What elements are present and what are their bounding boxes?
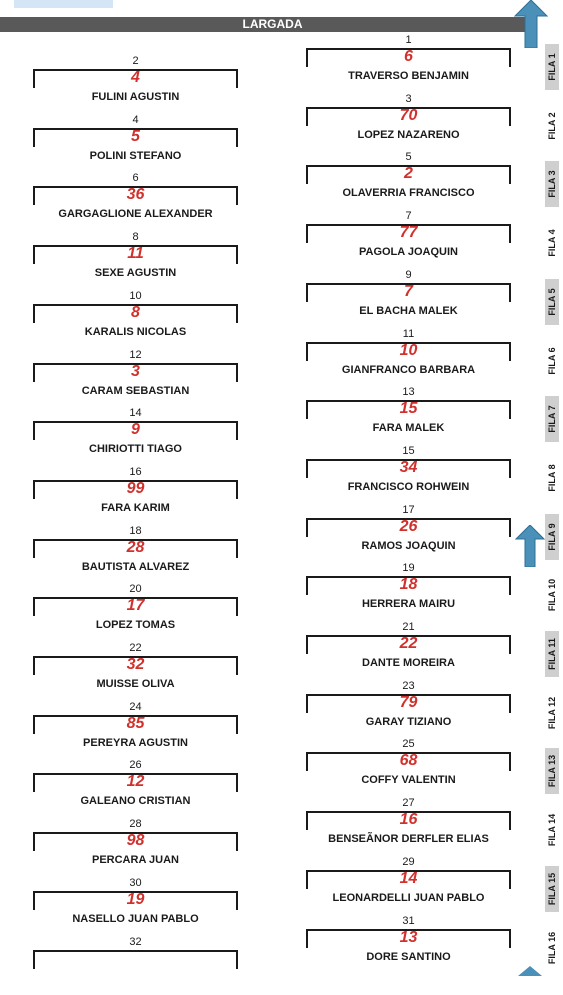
car-number: 15 [399,400,418,418]
grid-slot [33,641,238,701]
row-label [545,631,559,677]
grid-position: 17 [402,503,415,516]
grid-position: 19 [402,562,415,575]
car-number: 68 [399,752,418,770]
driver-name: FARA MALEK [372,422,445,435]
row-label-text: FILA 11 [547,638,557,670]
grid-slot [33,54,238,114]
driver-name: FRANCISCO ROHWEIN [347,480,470,493]
row-label-text: FILA 14 [547,814,557,847]
driver-name: HERRERA MAIRU [361,598,456,611]
grid-position: 21 [402,621,415,633]
row-label-text: FILA 4 [547,229,557,257]
grid-slot [33,348,238,408]
grid-slot [33,289,238,349]
driver-name: CARAM SEBASTIAN [81,384,190,397]
grid-position: 6 [132,172,139,185]
grid-position: 24 [129,700,142,713]
grid-slot [33,524,238,584]
row-label-text: FILA 7 [547,405,557,433]
grid-slot [33,230,238,290]
driver-name: LOPEZ TOMAS [95,619,176,632]
grid-position: 2 [132,55,139,67]
row-label [545,514,559,560]
driver-name: FARA KARIM [101,501,170,514]
row-label [545,279,559,325]
row-label-text: FILA 1 [547,53,557,81]
driver-name: GIANFRANCO BARBARA [341,363,476,376]
arrow-up-icon [518,966,542,976]
grid-slot [33,935,238,995]
car-number: 98 [126,832,145,850]
car-number: 13 [399,928,418,946]
grid-position: 4 [132,113,139,126]
grid-position: 20 [129,583,142,596]
car-number: 7 [404,282,413,300]
grid-slot [306,914,511,974]
driver-name: SEXE AGUSTIN [94,267,177,280]
row-label [545,748,559,794]
row-label-text: FILA 10 [547,579,557,612]
driver-name: PEREYRA AGUSTIN [83,736,188,749]
row-label-text: FILA 6 [547,346,557,375]
grid-position: 9 [405,268,412,281]
grid-slot [306,268,511,328]
row-label-text: FILA 15 [547,872,557,905]
grid-slot [306,679,511,739]
grid-slot [306,327,511,387]
driver-name: PERCARA JUAN [92,854,179,867]
driver-name: TRAVERSO BENJAMIN [348,70,469,82]
grid-position: 31 [402,914,415,927]
driver-name: COFFY VALENTIN [361,774,456,787]
grid-slot [306,796,511,856]
driver-name: KARALIS NICOLAS [84,325,187,338]
row-label-text: FILA 16 [547,931,557,964]
row-label [545,866,559,912]
car-number: 4 [131,69,140,86]
grid-position: 7 [405,210,412,223]
car-number: 12 [126,773,145,791]
row-label [545,572,559,618]
row-label [545,455,559,501]
row-label [545,220,559,266]
grid-position: 10 [129,289,142,302]
car-number: 5 [131,127,140,145]
grid-position: 15 [402,444,415,457]
car-number: 3 [131,362,140,380]
grid-position: 25 [402,738,415,751]
grid-slot [33,582,238,642]
driver-name: GALEANO CRISTIAN [80,795,191,808]
grid-slot [306,737,511,797]
car-number: 9 [131,421,140,439]
grid-slot [306,503,511,563]
grid-position: 5 [405,151,412,164]
driver-name: POLINI STEFANO [89,149,182,162]
grid-position: 12 [129,348,142,361]
driver-name: RAMOS JOAQUIN [361,539,456,552]
grid-position: 30 [129,876,142,889]
driver-name: GARGAGLIONE ALEXANDER [58,208,213,221]
page-title: LARGADA [242,17,303,31]
driver-name: PAGOLA JOAQUIN [358,246,458,259]
car-number: 11 [127,245,144,263]
driver-name: LOPEZ NAZARENO [357,128,460,141]
row-label-text: FILA 3 [547,170,557,198]
grid-position: 23 [402,679,415,692]
grid-position: 13 [402,386,415,399]
grid-position: 27 [402,797,415,810]
grid-slot [33,406,238,466]
driver-name [13,971,258,985]
driver-name: GARAY TIZIANO [365,715,452,728]
grid-slot [306,444,511,504]
driver-name: BENSEÃNOR DERFLER ELIAS [328,833,489,846]
car-number: 2 [404,165,413,183]
row-label [545,396,559,442]
row-label [545,690,559,736]
car-number: 19 [126,890,145,908]
grid-position: 14 [129,407,142,420]
driver-name: FULINI AGUSTIN [91,91,180,103]
driver-name: CHIRIOTTI TIAGO [89,443,182,456]
grid-slot [33,876,238,936]
car-number: 26 [399,517,418,535]
row-label [545,44,559,90]
grid-slot [33,465,238,525]
grid-slot [306,209,511,269]
grid-slot [33,171,238,231]
row-label [545,925,559,971]
grid-slot [33,113,238,173]
arrow-up-icon [515,525,545,567]
grid-slot [306,561,511,621]
car-number [33,949,238,969]
driver-name: BAUTISTA ALVAREZ [81,560,190,573]
driver-name: LEONARDELLI JUAN PABLO [332,891,485,904]
driver-name: DANTE MOREIRA [362,657,455,669]
grid-position: 8 [132,231,139,244]
driver-name: MUISSE OLIVA [96,678,175,690]
row-label [545,161,559,207]
grid-position: 26 [129,759,142,772]
grid-slot [33,817,238,877]
row-label-text: FILA 5 [547,288,557,316]
grid-position: 22 [129,642,142,654]
grid-slot [306,855,511,915]
car-number: 77 [399,224,418,242]
arrow-up-icon [513,0,549,48]
car-number: 16 [399,811,418,829]
row-label-text: FILA 13 [547,755,557,788]
row-label [545,338,559,384]
grid-slot [306,620,511,680]
driver-name: EL BACHA MALEK [359,304,458,317]
grid-position: 29 [402,855,415,868]
car-number: 8 [131,303,140,321]
car-number: 34 [399,458,418,476]
grid-position: 11 [402,327,415,340]
grid-slot [33,700,238,760]
driver-name: OLAVERRIA FRANCISCO [342,187,475,200]
grid-position: 3 [405,92,412,105]
grid-slot [33,758,238,818]
row-label [545,103,559,149]
grid-position: 32 [129,935,142,948]
driver-name: NASELLO JUAN PABLO [72,912,199,925]
grid-position: 1 [405,34,412,46]
car-number: 70 [399,106,418,124]
car-number: 32 [126,656,145,673]
grid-slot [306,150,511,210]
car-number: 99 [126,479,145,497]
top-tab [14,0,113,8]
grid-position: 28 [129,818,142,831]
grid-slot [306,33,511,93]
driver-name: DORE SANTINO [366,950,451,963]
car-number: 36 [126,186,145,204]
row-label-text: FILA 8 [547,464,557,492]
grid-slot [306,92,511,152]
car-number: 28 [126,538,145,556]
car-number: 10 [399,341,418,359]
grid-slot [306,385,511,445]
car-number: 79 [399,693,418,711]
car-number: 6 [404,48,413,65]
car-number: 18 [399,576,418,594]
row-label-text: FILA 9 [547,523,557,551]
grid-position: 18 [129,524,142,537]
row-label-text: FILA 12 [547,696,557,729]
car-number: 85 [126,714,145,732]
car-number: 17 [126,597,145,615]
grid-position: 16 [129,465,142,478]
car-number: 14 [399,869,418,887]
row-label [545,807,559,853]
car-number: 22 [399,635,418,652]
row-label-text: FILA 2 [547,112,557,140]
